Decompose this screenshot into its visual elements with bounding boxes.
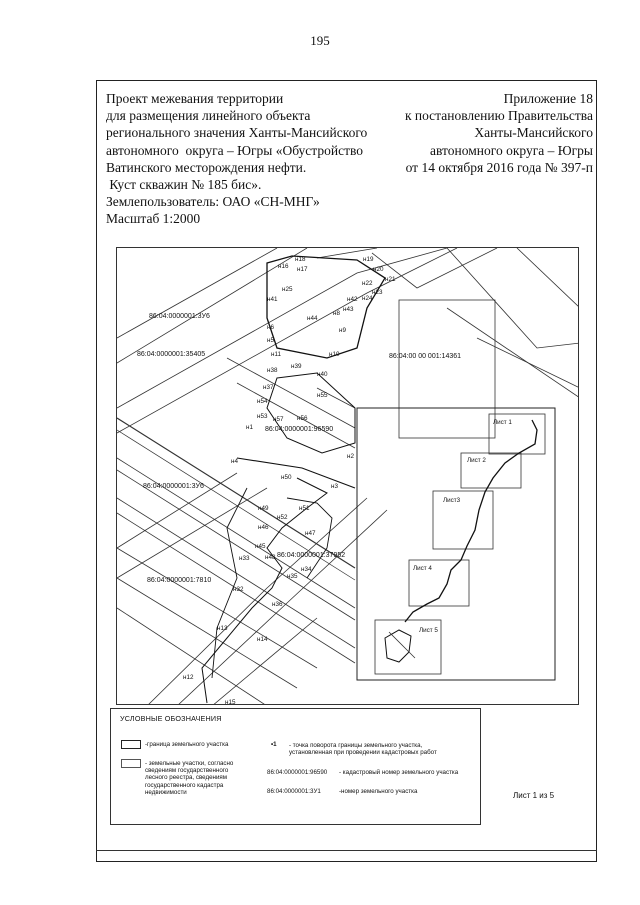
parcel-swatch	[121, 759, 141, 768]
legend-parcels-text	[145, 760, 233, 796]
legend-line: установленная при проведении кадастровых работ	[289, 749, 437, 757]
project-title-line: автономного округа – Югры «Обустройство	[106, 142, 364, 158]
turn-point-label: н52	[277, 514, 288, 521]
scale-line: Масштаб 1:2000	[106, 211, 201, 227]
project-title-line: Проект межевания территории	[106, 91, 284, 106]
turn-point-label: н4	[231, 458, 238, 465]
turn-point-label: н47	[305, 530, 316, 537]
turn-point-label: н34	[301, 566, 312, 573]
legend-line: лесного реестра, сведениям	[145, 774, 228, 782]
appendix-line: к постановлению Правительства	[404, 108, 593, 124]
legend-boundary-text: -граница земельного участка	[145, 741, 229, 748]
turn-point-label: н16	[278, 263, 289, 270]
turn-point-label: н19	[363, 256, 374, 263]
turn-point-label: н14	[257, 636, 268, 643]
turn-point-label: н56	[297, 415, 308, 422]
turn-point-label: н5	[267, 337, 274, 344]
turn-point-label: н43	[343, 306, 354, 313]
turn-point-label: н22	[362, 280, 373, 287]
turn-point-label: н9	[339, 327, 346, 334]
cadastral-number: 86:04:0000001:3У6	[149, 313, 210, 320]
bottom-rule	[96, 850, 597, 851]
legend-line: государственного кадастра	[145, 781, 224, 789]
appendix-number: Приложение 18	[503, 91, 593, 106]
turn-point-label: н23	[372, 289, 383, 296]
inset-sheet-label: Лист3	[443, 497, 461, 504]
well-pad-line: Куст скважин № 185 бис».	[106, 177, 262, 193]
survey-map-drawing	[117, 248, 579, 705]
legend-line: - точка поворота границы земельного участка,	[289, 742, 423, 749]
turn-point-label: н36	[272, 601, 283, 608]
turn-point-label: н15	[225, 699, 236, 706]
land-user-line: Землепользователь: ОАО «СН-МНГ»	[106, 194, 320, 210]
turn-point-label: н12	[183, 674, 194, 681]
appendix-date: от 14 октября 2016 года № 397-п	[405, 159, 593, 175]
cadastral-number: 86:04:0000001:35405	[137, 351, 206, 358]
turn-point-label: н1	[246, 424, 253, 431]
turn-point-marker: •1	[271, 741, 277, 748]
turn-point-label: н37	[263, 384, 274, 391]
map-legend	[110, 708, 481, 825]
turn-point-label: н25	[282, 286, 293, 293]
turn-point-label: н54	[257, 398, 268, 405]
turn-point-label: н45	[255, 543, 266, 550]
turn-point-label: н24	[362, 295, 373, 302]
cadastral-number: 86:04:00 00 001:14361	[389, 353, 462, 360]
legend-line: сведениям государственного	[145, 767, 229, 775]
legend-cadastral-text: - кадастровый номер земельного участка	[339, 769, 459, 776]
project-title-line: для размещения линейного объекта	[106, 108, 311, 124]
turn-point-label: н8	[333, 310, 340, 317]
inset-sheet-label: Лист 5	[419, 627, 438, 634]
turn-point-label: н10	[329, 351, 340, 358]
appendix-line: Ханты-Мансийского	[474, 125, 593, 141]
legend-cadastral-example: 86:04:0000001:96590	[267, 769, 328, 776]
legend-title: УСЛОВНЫЕ ОБОЗНАЧЕНИЯ	[120, 714, 222, 723]
cadastral-number: 86:04:0000001:7810	[147, 577, 212, 584]
turn-point-label: н3	[331, 483, 338, 490]
legend-zu-text: -номер земельного участка	[339, 788, 418, 795]
turn-point-label: н55	[317, 392, 328, 399]
legend-zu-example: 86:04:0000001:3У1	[267, 788, 321, 795]
inset-sheet-label: Лист 1	[493, 419, 512, 426]
sheet-counter: Лист 1 из 5	[513, 791, 555, 800]
page-number: 195	[310, 33, 330, 48]
turn-point-label: н18	[295, 256, 306, 263]
project-title-line: регионального значения Ханты-Мансийского	[106, 125, 368, 141]
boundary-swatch	[121, 740, 141, 749]
turn-point-label: н44	[307, 315, 318, 322]
appendix-block	[405, 90, 593, 176]
turn-point-label: н11	[271, 351, 282, 358]
cadastral-number: 86:04:0000001:37952	[277, 552, 346, 559]
turn-point-label: н32	[233, 586, 244, 593]
turn-point-label: н17	[297, 266, 308, 273]
turn-point-label: н40	[317, 371, 328, 378]
turn-point-label: н53	[257, 413, 268, 420]
turn-point-label: н50	[281, 474, 292, 481]
turn-point-label: н2	[347, 453, 354, 460]
turn-point-label: н41	[267, 296, 278, 303]
inset-sheet-label: Лист 2	[467, 457, 486, 464]
turn-point-label: н46	[258, 524, 269, 531]
legend-line: недвижимости	[145, 788, 187, 796]
turn-point-label: н51	[299, 505, 310, 512]
project-title-line: Ватинского месторождения нефти.	[106, 159, 307, 175]
legend-point-text	[289, 742, 437, 756]
turn-point-label: н21	[385, 276, 396, 283]
legend-line: - земельные участки, согласно	[145, 760, 234, 767]
turn-point-label: н38	[267, 367, 278, 374]
turn-point-label: н48	[265, 554, 276, 561]
turn-point-label: н42	[347, 296, 358, 303]
turn-point-label: н13	[217, 625, 228, 632]
cadastral-number: 86:04:0000001:3У6	[143, 483, 204, 490]
turn-point-label: н35	[287, 573, 298, 580]
turn-point-label: н49	[258, 505, 269, 512]
appendix-line: автономного округа – Югры	[430, 142, 593, 158]
turn-point-label: н57	[273, 416, 284, 423]
turn-point-label: н6	[267, 324, 274, 331]
turn-point-label: н39	[291, 363, 302, 370]
cadastral-number: 86:04:0000001:96590	[265, 426, 334, 433]
project-title-block	[106, 90, 367, 228]
inset-sheet-label: Лист 4	[413, 565, 432, 572]
survey-map	[116, 247, 579, 705]
turn-point-label: н33	[239, 555, 250, 562]
turn-point-label: н20	[373, 266, 384, 273]
